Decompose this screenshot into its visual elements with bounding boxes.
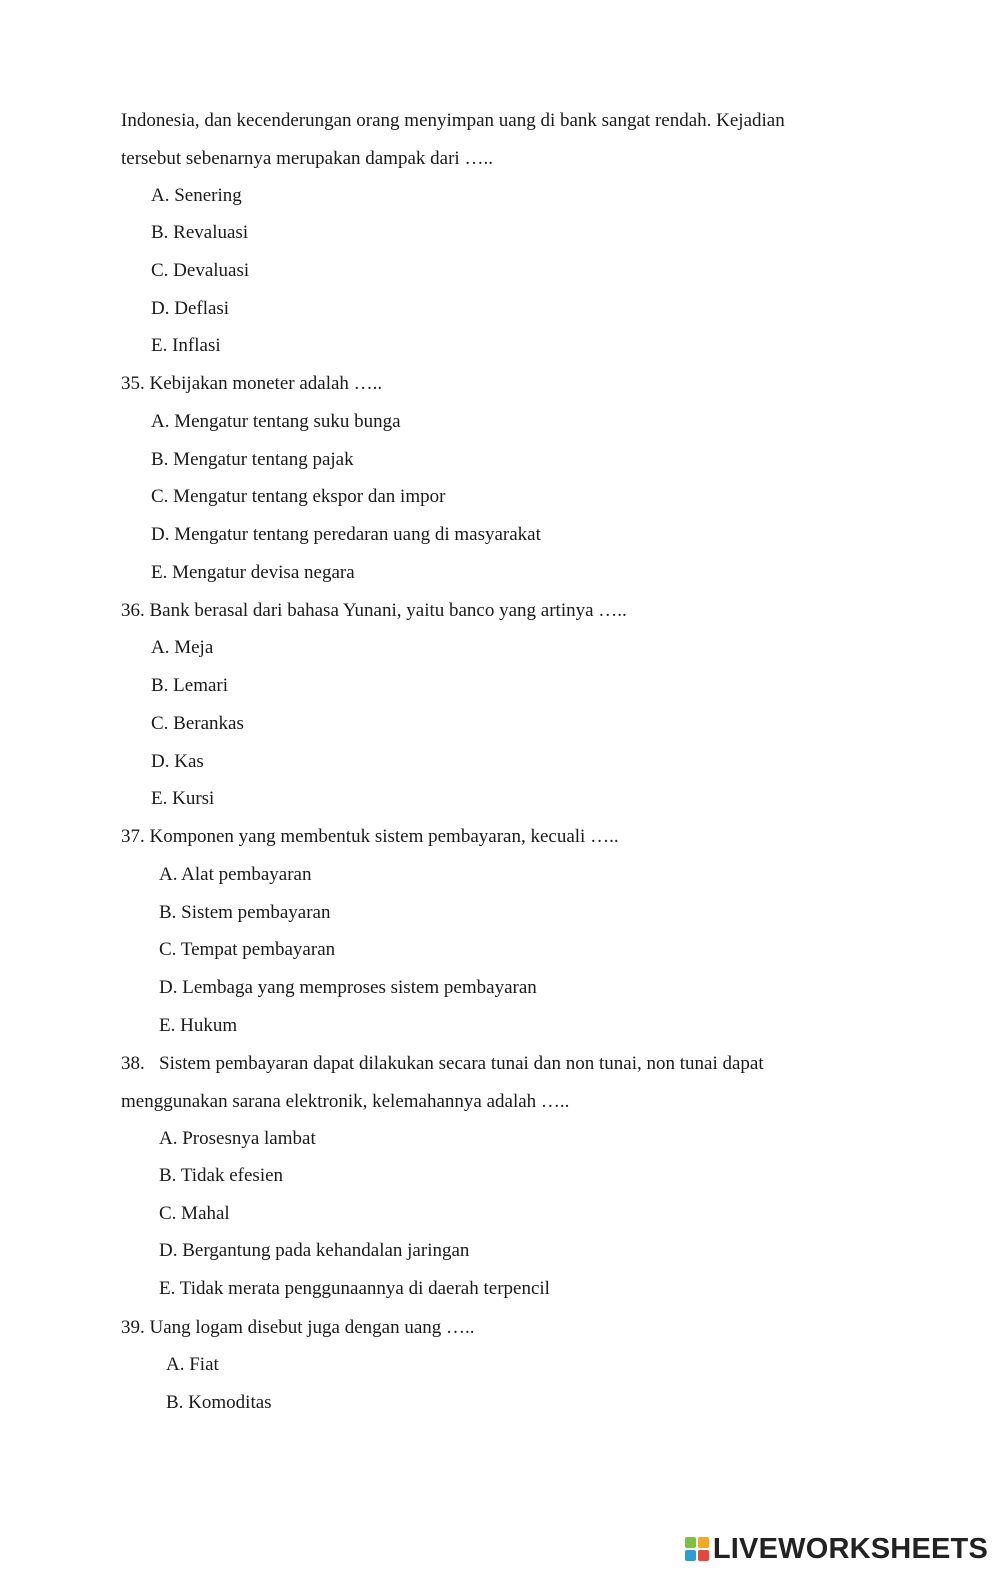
question-37: 37. Komponen yang membentuk sistem pembayaran, kecuali …..: [121, 826, 619, 847]
option-39-b: B. Komoditas: [166, 1392, 272, 1413]
option-38-a: A. Prosesnya lambat: [159, 1128, 316, 1149]
option-36-d: D. Kas: [151, 751, 204, 772]
option-34-c: C. Devaluasi: [151, 260, 250, 281]
option-34-b: B. Revaluasi: [151, 222, 249, 243]
option-36-a: A. Meja: [151, 637, 214, 658]
question-39: 39. Uang logam disebut juga dengan uang …..: [121, 1317, 475, 1338]
question-38-line-2: menggunakan sarana elektronik, kelemahannya adalah …..: [121, 1091, 570, 1112]
option-38-e: E. Tidak merata penggunaannya di daerah terpencil: [159, 1278, 550, 1299]
option-37-d: D. Lembaga yang memproses sistem pembayaran: [159, 977, 537, 998]
option-39-a: A. Fiat: [166, 1354, 219, 1375]
option-36-b: B. Lemari: [151, 675, 229, 696]
option-35-b: B. Mengatur tentang pajak: [151, 449, 354, 470]
watermark-text: LIVEWORKSHEETS: [712, 1532, 988, 1565]
logo-square: [685, 1537, 696, 1548]
question-34-text-line-2: tersebut sebenarnya merupakan dampak dari …..: [121, 148, 493, 169]
option-36-c: C. Berankas: [151, 713, 244, 734]
option-38-b: B. Tidak efesien: [159, 1165, 284, 1186]
liveworksheets-watermark: [685, 1534, 988, 1564]
question-34-text-line-1: Indonesia, dan kecenderungan orang menyimpan uang di bank sangat rendah. Kejadian: [121, 110, 785, 131]
logo-square: [685, 1550, 696, 1561]
option-35-d: D. Mengatur tentang peredaran uang di masyarakat: [151, 524, 541, 545]
option-34-d: D. Deflasi: [151, 298, 230, 319]
option-37-e: E. Hukum: [159, 1015, 238, 1036]
option-38-c: C. Mahal: [159, 1203, 230, 1224]
question-38-line-1: 38. Sistem pembayaran dapat dilakukan secara tunai dan non tunai, non tunai dapat: [121, 1053, 764, 1074]
option-35-e: E. Mengatur devisa negara: [151, 562, 355, 583]
option-37-b: B. Sistem pembayaran: [159, 902, 331, 923]
question-35: 35. Kebijakan moneter adalah …..: [121, 373, 383, 394]
question-36: 36. Bank berasal dari bahasa Yunani, yaitu banco yang artinya …..: [121, 600, 627, 621]
logo-square: [698, 1550, 709, 1561]
option-36-e: E. Kursi: [151, 788, 215, 809]
liveworksheets-logo-icon: [685, 1537, 709, 1561]
option-35-a: A. Mengatur tentang suku bunga: [151, 411, 401, 432]
option-38-d: D. Bergantung pada kehandalan jaringan: [159, 1240, 470, 1261]
option-34-e: E. Inflasi: [151, 335, 221, 356]
option-35-c: C. Mengatur tentang ekspor dan impor: [151, 486, 446, 507]
option-37-c: C. Tempat pembayaran: [159, 939, 336, 960]
logo-square: [698, 1537, 709, 1548]
option-37-a: A. Alat pembayaran: [159, 864, 312, 885]
option-34-a: A. Senering: [151, 185, 242, 206]
